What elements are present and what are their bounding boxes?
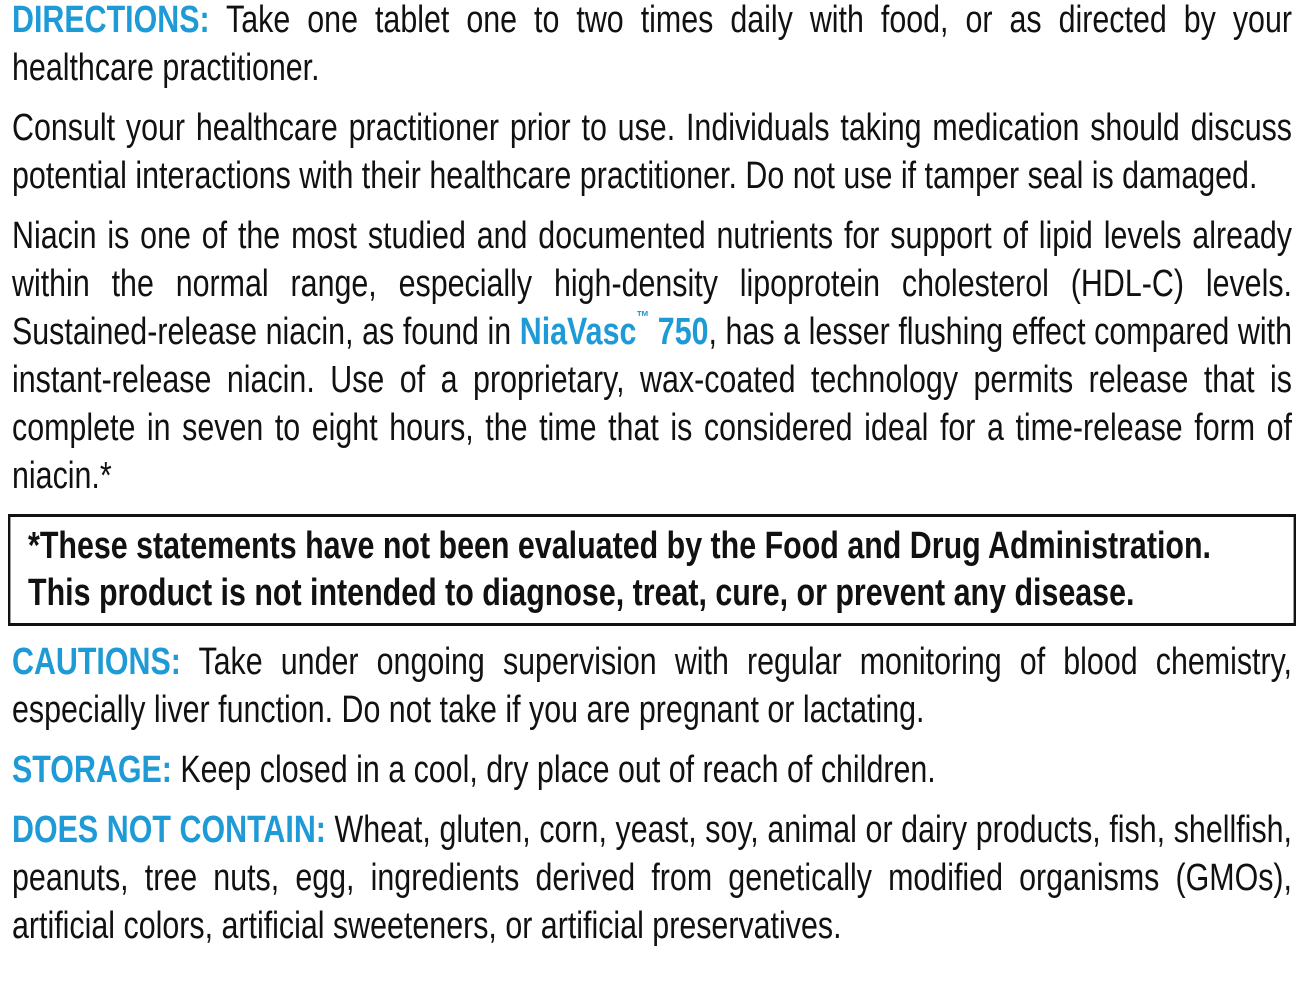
storage-text: Keep closed in a cool, dry place out of reach of children. [171, 749, 936, 791]
disclaimer-line-1: *These statements have not been evaluated by the Food and Drug Administration. [28, 525, 1211, 567]
directions-section [12, 0, 1292, 92]
does-not-contain-text: Wheat, gluten, corn, yeast, soy, animal or dairy products, fish, shellfish, peanuts, tree nuts, egg, ingredients derived from genetically modified organisms (GMOs), artificial colors, artificial sweeteners, or artificial preservatives. [12, 809, 1292, 947]
cautions-text: Take under ongoing supervision with regular monitoring of blood chemistry, especially liver function. Do not take if you are pregnant or lactating. [12, 641, 1293, 731]
disclaimer-line-2: This product is not intended to diagnose, treat, cure, or prevent any disease. [28, 572, 1135, 614]
directions-text: Take one tablet one to two times daily with food, or as directed by your healthcare practitioner. [12, 0, 1293, 89]
brand-text: NiaVasc [519, 311, 637, 353]
consult-paragraph: Consult your healthcare practitioner prior to use. Individuals taking medication should discuss potential interactions with their healthcare practitioner. Do not use if tamper seal is damaged. [12, 107, 1292, 197]
cautions-section [12, 638, 1292, 734]
cautions-label: CAUTIONS: [12, 641, 181, 683]
storage-section [12, 746, 1292, 794]
label-text [12, 0, 1292, 962]
does-not-contain-label: DOES NOT CONTAIN: [12, 809, 326, 851]
trademark: ™ [636, 309, 650, 326]
fda-disclaimer-box [8, 514, 1296, 626]
brand-name [520, 311, 709, 353]
brand-number: 750 [649, 311, 709, 353]
directions-label: DIRECTIONS: [12, 0, 210, 41]
niacin-text-1: Niacin is one of the most studied and documented nutrients for support of lipid levels already within the normal range, especially high-density lipoprotein cholesterol (HDL-C) levels. Sustained-release niacin, as found in [12, 215, 1292, 353]
does-not-contain-section [12, 806, 1292, 950]
storage-label: STORAGE: [12, 749, 172, 791]
niacin-text-2: , has a lesser flushing effect compared with instant-release niacin. Use of a proprietary, wax-coated technology permits release that is complete in seven to eight hours, the time that is considered ideal for a time-release form of niacin.* [12, 311, 1292, 497]
niacin-paragraph [12, 212, 1292, 500]
